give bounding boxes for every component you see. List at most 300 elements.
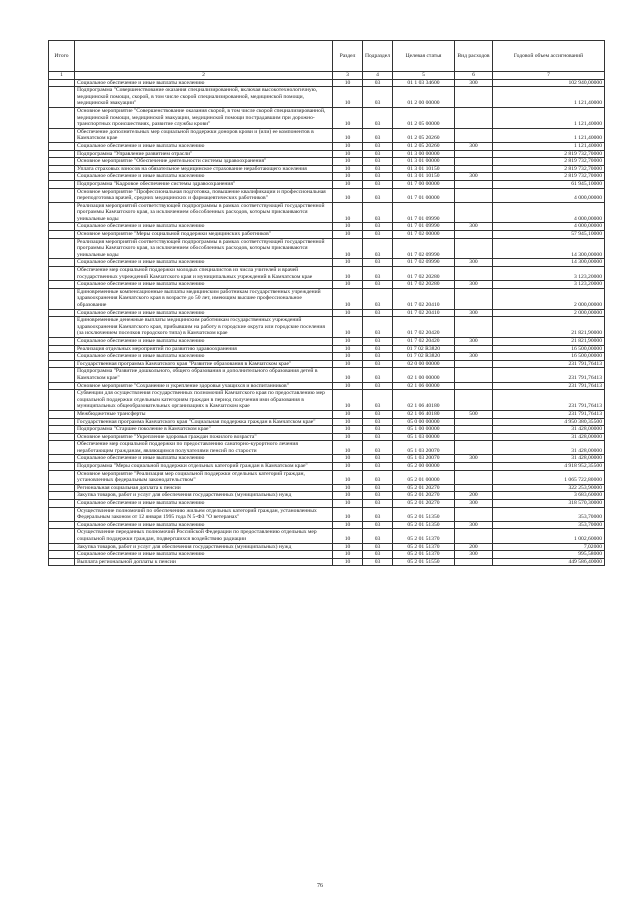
cell-razdel: 10 bbox=[333, 79, 363, 87]
cell-name: Закупка товаров, работ и услуг для обеспечения государственных (муниципальных) нужд bbox=[75, 543, 333, 551]
cell-itogo bbox=[49, 492, 75, 500]
table-row bbox=[49, 337, 605, 345]
table-row bbox=[49, 353, 605, 361]
cell-celevaya-statya: 05 2 01 20270 bbox=[393, 492, 455, 500]
cell-sum: 16 500,00000 bbox=[493, 353, 605, 361]
cell-name: Подпрограмма "Развитие дошкольного, общего образования и дополнительного образования детей в Камчатском крае" bbox=[75, 368, 333, 382]
cell-vid-rashodov: 300 bbox=[455, 173, 493, 181]
cell-itogo bbox=[49, 441, 75, 455]
cell-razdel: 10 bbox=[333, 281, 363, 289]
cell-vid-rashodov: 300 bbox=[455, 223, 493, 231]
cell-podrazdel: 03 bbox=[363, 202, 393, 223]
cell-celevaya-statya: 02 1 00 00000 bbox=[393, 368, 455, 382]
cell-itogo bbox=[49, 231, 75, 239]
cell-name: Социальное обеспечение и иные выплаты населению bbox=[75, 173, 333, 181]
cell-razdel: 10 bbox=[333, 521, 363, 529]
cell-razdel: 10 bbox=[333, 267, 363, 281]
cell-itogo bbox=[49, 158, 75, 166]
cell-itogo bbox=[49, 455, 75, 463]
cell-sum: 4 000,00000 bbox=[493, 223, 605, 231]
cell-podrazdel: 03 bbox=[363, 180, 393, 188]
cell-celevaya-statya: 05 2 01 51350 bbox=[393, 521, 455, 529]
cell-itogo bbox=[49, 202, 75, 223]
cell-sum: 14 300,00000 bbox=[493, 238, 605, 259]
header-godovoy-obem: Годовой объем ассигнований bbox=[493, 41, 605, 72]
cell-itogo bbox=[49, 507, 75, 521]
cell-razdel: 10 bbox=[333, 337, 363, 345]
cell-razdel: 10 bbox=[333, 558, 363, 566]
cell-name: Выплата региональной доплаты к пенсии bbox=[75, 558, 333, 566]
cell-sum: 1 121,40000 bbox=[493, 142, 605, 150]
cell-celevaya-statya: 05 2 01 51550 bbox=[393, 558, 455, 566]
table-row bbox=[49, 309, 605, 317]
cell-razdel: 10 bbox=[333, 360, 363, 368]
cell-sum: 2 819 732,70000 bbox=[493, 165, 605, 173]
column-number: 3 bbox=[333, 72, 363, 80]
cell-sum: 322 253,90000 bbox=[493, 484, 605, 492]
header-vid-rashodov: Вид расходов bbox=[455, 41, 493, 72]
cell-razdel: 10 bbox=[333, 368, 363, 382]
cell-podrazdel: 03 bbox=[363, 426, 393, 434]
cell-name: Обеспечение мер социальной поддержки молодых специалистов из числа учителей и врачей государственных учреждений Камчатского края и муниципальных учреждений в Камчатском крае bbox=[75, 267, 333, 281]
cell-sum: 353,70000 bbox=[493, 507, 605, 521]
cell-name: Подпрограмма "Старшее поколение в Камчатском крае" bbox=[75, 426, 333, 434]
cell-name: Осуществление полномочий по обеспечению жильем отдельных категорий граждан, установленных Федеральным законом от 12 января 1995 года N 5-ФЗ "О ветеранах" bbox=[75, 507, 333, 521]
cell-celevaya-statya: 01 7 02 09990 bbox=[393, 238, 455, 259]
cell-itogo bbox=[49, 281, 75, 289]
cell-razdel: 10 bbox=[333, 410, 363, 418]
table-row bbox=[49, 188, 605, 202]
cell-name: Закупка товаров, работ и услуг для обеспечения государственных (муниципальных) нужд bbox=[75, 492, 333, 500]
cell-podrazdel: 03 bbox=[363, 281, 393, 289]
cell-sum: 231 791,76413 bbox=[493, 360, 605, 368]
table-row bbox=[49, 158, 605, 166]
cell-razdel: 10 bbox=[333, 142, 363, 150]
cell-sum: 4 950 380,35500 bbox=[493, 418, 605, 426]
cell-sum: 31 428,00000 bbox=[493, 455, 605, 463]
table-row bbox=[49, 551, 605, 559]
table-row bbox=[49, 410, 605, 418]
cell-vid-rashodov bbox=[455, 529, 493, 543]
cell-razdel: 10 bbox=[333, 470, 363, 484]
cell-vid-rashodov bbox=[455, 188, 493, 202]
cell-celevaya-statya: 01 7 02 09990 bbox=[393, 259, 455, 267]
cell-celevaya-statya: 01 7 02 20410 bbox=[393, 309, 455, 317]
cell-name: Обеспечение мер социальной поддержки по предоставлению санаторно-курортного лечения неработающим гражданам, являющимся получателями пенсий по старости bbox=[75, 441, 333, 455]
cell-podrazdel: 03 bbox=[363, 360, 393, 368]
cell-name: Подпрограмма "Управление развитием отрасли" bbox=[75, 150, 333, 158]
cell-celevaya-statya: 01 2 05 20260 bbox=[393, 142, 455, 150]
cell-celevaya-statya: 01 3 01 10150 bbox=[393, 165, 455, 173]
cell-itogo bbox=[49, 521, 75, 529]
cell-podrazdel: 03 bbox=[363, 551, 393, 559]
cell-itogo bbox=[49, 223, 75, 231]
cell-celevaya-statya: 01 7 02 20280 bbox=[393, 281, 455, 289]
cell-itogo bbox=[49, 529, 75, 543]
cell-sum: 1 121,40000 bbox=[493, 128, 605, 142]
cell-vid-rashodov: 300 bbox=[455, 309, 493, 317]
cell-celevaya-statya: 05 0 00 00000 bbox=[393, 418, 455, 426]
cell-razdel: 10 bbox=[333, 441, 363, 455]
cell-podrazdel: 03 bbox=[363, 558, 393, 566]
cell-itogo bbox=[49, 418, 75, 426]
cell-razdel: 10 bbox=[333, 507, 363, 521]
cell-razdel: 10 bbox=[333, 87, 363, 108]
budget-table bbox=[48, 40, 605, 566]
table-row bbox=[49, 543, 605, 551]
cell-razdel: 10 bbox=[333, 529, 363, 543]
cell-itogo bbox=[49, 267, 75, 281]
cell-sum: 2 819 732,70000 bbox=[493, 150, 605, 158]
cell-razdel: 10 bbox=[333, 288, 363, 309]
cell-vid-rashodov bbox=[455, 238, 493, 259]
cell-celevaya-statya: 01 3 00 00000 bbox=[393, 150, 455, 158]
cell-name: Социальное обеспечение и иные выплаты населению bbox=[75, 223, 333, 231]
cell-celevaya-statya: 01 2 05 20260 bbox=[393, 128, 455, 142]
cell-itogo bbox=[49, 470, 75, 484]
cell-razdel: 10 bbox=[333, 231, 363, 239]
cell-sum: 2 819 732,70000 bbox=[493, 158, 605, 166]
cell-itogo bbox=[49, 433, 75, 441]
cell-name: Основное мероприятие "Совершенствование оказания скорой, в том числе скорой специализированной, медицинской помощи, медицинской эвакуации, медицинской помощи пострадавшим при дорожно-транспортных происшествиях, развитие службы крови" bbox=[75, 107, 333, 128]
cell-name: Субвенции для осуществления государственных полномочий Камчатского края по предоставлению мер социальной поддержки отдельным категориям граждан в период получения ими образования в муниципальных общеобразовательных организациях в Камчатском крае bbox=[75, 390, 333, 411]
cell-name: Социальное обеспечение и иные выплаты населению bbox=[75, 281, 333, 289]
cell-sum: 231 791,76413 bbox=[493, 368, 605, 382]
cell-podrazdel: 03 bbox=[363, 433, 393, 441]
cell-name: Основное мероприятие "Реализация мер социальной поддержки отдельных категорий граждан, установленных федеральным законодательством" bbox=[75, 470, 333, 484]
cell-vid-rashodov bbox=[455, 87, 493, 108]
column-number: 6 bbox=[455, 72, 493, 80]
cell-podrazdel: 03 bbox=[363, 353, 393, 361]
cell-celevaya-statya: 05 2 01 51370 bbox=[393, 551, 455, 559]
column-number: 5 bbox=[393, 72, 455, 80]
cell-celevaya-statya: 05 2 01 51370 bbox=[393, 529, 455, 543]
cell-name: Подпрограмма "Кадровое обеспечение системы здравоохранения" bbox=[75, 180, 333, 188]
column-number-row bbox=[49, 72, 605, 80]
cell-podrazdel: 03 bbox=[363, 259, 393, 267]
cell-name: Государственная программа Камчатского края "Социальная поддержка граждан в Камчатском крае" bbox=[75, 418, 333, 426]
cell-vid-rashodov bbox=[455, 267, 493, 281]
cell-itogo bbox=[49, 128, 75, 142]
table-row bbox=[49, 288, 605, 309]
cell-razdel: 10 bbox=[333, 188, 363, 202]
cell-sum: 21 821,90000 bbox=[493, 317, 605, 338]
cell-razdel: 10 bbox=[333, 202, 363, 223]
cell-podrazdel: 03 bbox=[363, 521, 393, 529]
cell-vid-rashodov bbox=[455, 345, 493, 353]
cell-vid-rashodov bbox=[455, 368, 493, 382]
cell-razdel: 10 bbox=[333, 484, 363, 492]
cell-vid-rashodov bbox=[455, 128, 493, 142]
cell-celevaya-statya: 05 2 01 20270 bbox=[393, 484, 455, 492]
table-row bbox=[49, 165, 605, 173]
cell-vid-rashodov bbox=[455, 165, 493, 173]
cell-podrazdel: 03 bbox=[363, 410, 393, 418]
cell-podrazdel: 03 bbox=[363, 267, 393, 281]
cell-razdel: 10 bbox=[333, 107, 363, 128]
table-row bbox=[49, 426, 605, 434]
cell-vid-rashodov bbox=[455, 382, 493, 390]
cell-celevaya-statya: 01 7 01 09990 bbox=[393, 223, 455, 231]
cell-name: Реализация мероприятий соответствующей подпрограммы в рамках соответствующей государственной программы Камчатского края, за исключением обособленных расходов, которым присваиваются уникальные коды bbox=[75, 202, 333, 223]
cell-vid-rashodov: 300 bbox=[455, 142, 493, 150]
cell-itogo bbox=[49, 150, 75, 158]
cell-vid-rashodov bbox=[455, 360, 493, 368]
cell-celevaya-statya: 01 2 05 00000 bbox=[393, 107, 455, 128]
cell-podrazdel: 03 bbox=[363, 345, 393, 353]
cell-sum: 1 002,60000 bbox=[493, 529, 605, 543]
table-row bbox=[49, 463, 605, 471]
cell-name: Основное мероприятие "Профессиональная подготовка, повышение квалификации и профессиональная переподготовка врачей, средних медицинских и фармацевтических работников" bbox=[75, 188, 333, 202]
cell-name: Реализация отдельных мероприятий по развитию здравоохранения bbox=[75, 345, 333, 353]
cell-itogo bbox=[49, 288, 75, 309]
table-row bbox=[49, 558, 605, 566]
cell-razdel: 10 bbox=[333, 345, 363, 353]
cell-vid-rashodov: 300 bbox=[455, 353, 493, 361]
cell-celevaya-statya: 01 3 01 10150 bbox=[393, 173, 455, 181]
cell-vid-rashodov bbox=[455, 463, 493, 471]
cell-podrazdel: 03 bbox=[363, 165, 393, 173]
cell-vid-rashodov: 300 bbox=[455, 281, 493, 289]
cell-sum: 2 819 732,70000 bbox=[493, 173, 605, 181]
cell-itogo bbox=[49, 353, 75, 361]
cell-vid-rashodov: 200 bbox=[455, 492, 493, 500]
cell-sum: 57 945,10000 bbox=[493, 231, 605, 239]
cell-vid-rashodov bbox=[455, 231, 493, 239]
cell-sum: 318 570,30000 bbox=[493, 500, 605, 508]
cell-sum: 2 000,00000 bbox=[493, 288, 605, 309]
cell-vid-rashodov bbox=[455, 317, 493, 338]
cell-podrazdel: 03 bbox=[363, 492, 393, 500]
cell-podrazdel: 03 bbox=[363, 128, 393, 142]
cell-celevaya-statya: 01 7 02 20420 bbox=[393, 337, 455, 345]
cell-name: Уплата страховых взносов на обязательное медицинское страхование неработающего населения bbox=[75, 165, 333, 173]
cell-celevaya-statya: 01 7 02 00000 bbox=[393, 231, 455, 239]
cell-podrazdel: 03 bbox=[363, 158, 393, 166]
cell-razdel: 10 bbox=[333, 223, 363, 231]
cell-vid-rashodov bbox=[455, 288, 493, 309]
column-number: 2 bbox=[75, 72, 333, 80]
cell-sum: 3 683,60000 bbox=[493, 492, 605, 500]
table-row bbox=[49, 382, 605, 390]
cell-razdel: 10 bbox=[333, 128, 363, 142]
table-row bbox=[49, 441, 605, 455]
cell-vid-rashodov bbox=[455, 470, 493, 484]
cell-razdel: 10 bbox=[333, 180, 363, 188]
cell-sum: 1 121,40000 bbox=[493, 87, 605, 108]
cell-sum: 31 428,00000 bbox=[493, 441, 605, 455]
cell-itogo bbox=[49, 142, 75, 150]
cell-name: Осуществление переданных полномочий Российской Федерации по предоставлению отдельных мер социальной поддержки граждан, подвергшихся воздействию радиации bbox=[75, 529, 333, 543]
table-row bbox=[49, 259, 605, 267]
cell-podrazdel: 03 bbox=[363, 382, 393, 390]
cell-vid-rashodov: 300 bbox=[455, 337, 493, 345]
cell-podrazdel: 03 bbox=[363, 470, 393, 484]
table-body bbox=[49, 79, 605, 566]
cell-razdel: 10 bbox=[333, 390, 363, 411]
table-row bbox=[49, 202, 605, 223]
table-row bbox=[49, 87, 605, 108]
cell-itogo bbox=[49, 390, 75, 411]
cell-celevaya-statya: 01 7 02 20410 bbox=[393, 288, 455, 309]
cell-itogo bbox=[49, 500, 75, 508]
cell-razdel: 10 bbox=[333, 492, 363, 500]
cell-sum: 102 940,00000 bbox=[493, 79, 605, 87]
cell-sum: 231 791,76413 bbox=[493, 382, 605, 390]
cell-name: Региональная социальная доплата к пенсии bbox=[75, 484, 333, 492]
cell-celevaya-statya: 05 1 00 00000 bbox=[393, 426, 455, 434]
cell-itogo bbox=[49, 345, 75, 353]
cell-sum: 1 121,40000 bbox=[493, 107, 605, 128]
page-number: 76 bbox=[317, 883, 323, 889]
cell-celevaya-statya: 05 2 00 00000 bbox=[393, 463, 455, 471]
cell-sum: 16 500,00000 bbox=[493, 345, 605, 353]
cell-celevaya-statya: 01 7 02 20280 bbox=[393, 267, 455, 281]
table-row bbox=[49, 107, 605, 128]
cell-celevaya-statya: 05 1 03 20070 bbox=[393, 441, 455, 455]
cell-sum: 231 791,76413 bbox=[493, 410, 605, 418]
cell-celevaya-statya: 01 7 01 09990 bbox=[393, 202, 455, 223]
header-celevaya-statya: Целевая статья bbox=[393, 41, 455, 72]
table-row bbox=[49, 500, 605, 508]
cell-celevaya-statya: 01 2 00 00000 bbox=[393, 87, 455, 108]
cell-razdel: 10 bbox=[333, 259, 363, 267]
cell-razdel: 10 bbox=[333, 433, 363, 441]
header-razdel: Раздел bbox=[333, 41, 363, 72]
cell-itogo bbox=[49, 337, 75, 345]
cell-sum: 4 000,00000 bbox=[493, 202, 605, 223]
cell-name: Социальное обеспечение и иные выплаты населению bbox=[75, 353, 333, 361]
cell-vid-rashodov: 300 bbox=[455, 455, 493, 463]
cell-name: Социальное обеспечение и иные выплаты населению bbox=[75, 500, 333, 508]
cell-name: Основное мероприятие "Сохранение и укрепление здоровья учащихся и воспитанников" bbox=[75, 382, 333, 390]
cell-name: Государственная программа Камчатского края "Развитие образования в Камчатском крае" bbox=[75, 360, 333, 368]
cell-razdel: 10 bbox=[333, 317, 363, 338]
cell-itogo bbox=[49, 173, 75, 181]
cell-sum: 995,58000 bbox=[493, 551, 605, 559]
cell-celevaya-statya: 05 1 03 20070 bbox=[393, 455, 455, 463]
cell-name: Единовременные компенсационные выплаты медицинским работникам государственных учреждений здравоохранения Камчатского края в возрасте до 50 лет, имеющим высшее профессиональное образование bbox=[75, 288, 333, 309]
cell-razdel: 10 bbox=[333, 543, 363, 551]
cell-name: Реализация мероприятий соответствующей подпрограммы в рамках соответствующей государственной программы Камчатского края, за исключением обособленных расходов, которым присваиваются уникальные коды bbox=[75, 238, 333, 259]
cell-itogo bbox=[49, 551, 75, 559]
cell-sum: 31 428,00000 bbox=[493, 433, 605, 441]
table-row bbox=[49, 390, 605, 411]
cell-celevaya-statya: 02 1 06 40180 bbox=[393, 410, 455, 418]
cell-vid-rashodov bbox=[455, 107, 493, 128]
table-row bbox=[49, 507, 605, 521]
cell-name: Подпрограмма "Совершенствование оказания специализированной, включая высокотехнологичную, медицинской помощи, скорой, в том числе скорой специализированной, медицинской помощи, медицинской эвакуации" bbox=[75, 87, 333, 108]
cell-podrazdel: 03 bbox=[363, 390, 393, 411]
table-row bbox=[49, 418, 605, 426]
table-row bbox=[49, 368, 605, 382]
cell-razdel: 10 bbox=[333, 150, 363, 158]
cell-vid-rashodov: 200 bbox=[455, 543, 493, 551]
cell-sum: 31 428,00000 bbox=[493, 426, 605, 434]
cell-name: Социальное обеспечение и иные выплаты населению bbox=[75, 142, 333, 150]
header-podrazdel: Подраздел bbox=[363, 41, 393, 72]
table-row bbox=[49, 150, 605, 158]
cell-celevaya-statya: 01 7 00 00000 bbox=[393, 180, 455, 188]
cell-vid-rashodov bbox=[455, 202, 493, 223]
cell-sum: 7,02000 bbox=[493, 543, 605, 551]
cell-celevaya-statya: 05 2 01 00000 bbox=[393, 470, 455, 484]
cell-podrazdel: 03 bbox=[363, 337, 393, 345]
cell-celevaya-statya: 05 1 03 00000 bbox=[393, 433, 455, 441]
cell-razdel: 10 bbox=[333, 426, 363, 434]
table-row bbox=[49, 455, 605, 463]
cell-sum: 4 000,00000 bbox=[493, 188, 605, 202]
table-row bbox=[49, 238, 605, 259]
cell-vid-rashodov bbox=[455, 150, 493, 158]
cell-podrazdel: 03 bbox=[363, 79, 393, 87]
cell-celevaya-statya: 02 1 06 00000 bbox=[393, 382, 455, 390]
table-row bbox=[49, 180, 605, 188]
column-number: 1 bbox=[49, 72, 75, 80]
cell-podrazdel: 03 bbox=[363, 231, 393, 239]
cell-itogo bbox=[49, 87, 75, 108]
cell-razdel: 10 bbox=[333, 418, 363, 426]
cell-razdel: 10 bbox=[333, 382, 363, 390]
cell-razdel: 10 bbox=[333, 173, 363, 181]
cell-razdel: 10 bbox=[333, 455, 363, 463]
cell-name: Основное мероприятие "Меры социальной поддержки медицинских работников" bbox=[75, 231, 333, 239]
table-row bbox=[49, 223, 605, 231]
cell-podrazdel: 03 bbox=[363, 288, 393, 309]
cell-celevaya-statya: 02 0 00 00000 bbox=[393, 360, 455, 368]
table-row bbox=[49, 317, 605, 338]
cell-itogo bbox=[49, 484, 75, 492]
header-itogo: Итого bbox=[49, 41, 75, 72]
cell-itogo bbox=[49, 238, 75, 259]
table-row bbox=[49, 231, 605, 239]
cell-podrazdel: 03 bbox=[363, 317, 393, 338]
cell-podrazdel: 03 bbox=[363, 107, 393, 128]
cell-sum: 353,70000 bbox=[493, 521, 605, 529]
table-row bbox=[49, 521, 605, 529]
cell-celevaya-statya: 05 2 01 51370 bbox=[393, 543, 455, 551]
table-row bbox=[49, 360, 605, 368]
cell-name: Социальное обеспечение и иные выплаты населению bbox=[75, 309, 333, 317]
cell-razdel: 10 bbox=[333, 551, 363, 559]
cell-name: Социальное обеспечение и иные выплаты населению bbox=[75, 521, 333, 529]
cell-celevaya-statya: 01 7 02 20420 bbox=[393, 317, 455, 338]
cell-podrazdel: 03 bbox=[363, 484, 393, 492]
cell-razdel: 10 bbox=[333, 463, 363, 471]
cell-name: Межбюджетные трансферты bbox=[75, 410, 333, 418]
cell-razdel: 10 bbox=[333, 158, 363, 166]
cell-celevaya-statya: 02 1 06 40180 bbox=[393, 390, 455, 411]
cell-vid-rashodov: 300 bbox=[455, 79, 493, 87]
cell-itogo bbox=[49, 426, 75, 434]
table-header-row bbox=[49, 41, 605, 72]
cell-sum: 3 123,20000 bbox=[493, 267, 605, 281]
cell-itogo bbox=[49, 107, 75, 128]
cell-podrazdel: 03 bbox=[363, 309, 393, 317]
cell-sum: 61 945,10000 bbox=[493, 180, 605, 188]
cell-podrazdel: 03 bbox=[363, 543, 393, 551]
cell-podrazdel: 03 bbox=[363, 529, 393, 543]
cell-itogo bbox=[49, 368, 75, 382]
table-row bbox=[49, 128, 605, 142]
cell-celevaya-statya: 01 7 02 R3820 bbox=[393, 345, 455, 353]
cell-itogo bbox=[49, 543, 75, 551]
cell-podrazdel: 03 bbox=[363, 500, 393, 508]
cell-vid-rashodov: 300 bbox=[455, 521, 493, 529]
column-number: 7 bbox=[493, 72, 605, 80]
cell-vid-rashodov bbox=[455, 507, 493, 521]
cell-itogo bbox=[49, 165, 75, 173]
